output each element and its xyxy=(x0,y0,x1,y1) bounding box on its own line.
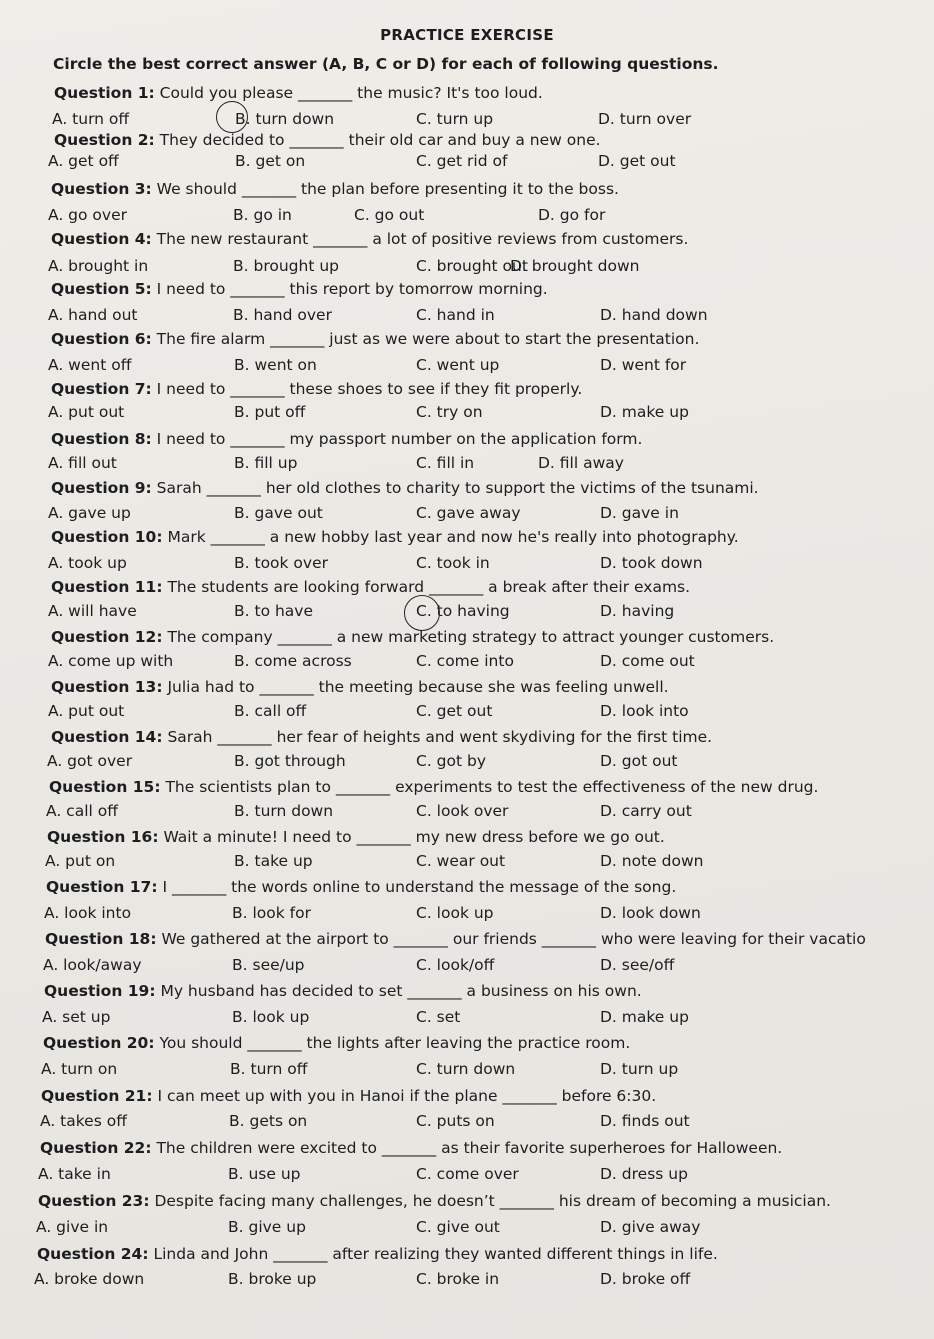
answer-option-d[interactable]: D. carry out xyxy=(600,802,692,820)
answer-option-c[interactable]: C. look up xyxy=(416,904,494,922)
question-number: Question 12: xyxy=(51,628,163,646)
answer-option-b[interactable]: B. got through xyxy=(234,752,346,770)
answer-option-a[interactable]: A. took up xyxy=(48,554,127,572)
answer-option-d[interactable]: D. hand down xyxy=(600,306,708,324)
answer-option-b[interactable]: B. brought up xyxy=(233,257,339,275)
answer-option-a[interactable]: A. brought in xyxy=(48,257,149,275)
question-number: Question 19: xyxy=(44,982,156,1000)
answer-option-c[interactable]: C. fill in xyxy=(416,454,475,472)
answer-option-d[interactable]: D. make up xyxy=(600,403,689,421)
answer-option-d[interactable]: D. turn over xyxy=(598,110,692,128)
question-text: I need to _______ these shoes to see if they fit properly. xyxy=(151,380,583,398)
answer-option-a[interactable]: A. take in xyxy=(38,1165,111,1183)
answer-option-c[interactable]: C. puts on xyxy=(416,1112,495,1130)
answer-option-a[interactable]: A. will have xyxy=(48,602,137,620)
answer-option-d[interactable]: D. gave in xyxy=(600,504,679,522)
answer-option-b[interactable]: B. see/up xyxy=(232,956,305,974)
answer-option-b[interactable]: B. turn off xyxy=(230,1060,308,1078)
question-stem xyxy=(51,330,699,348)
answer-option-b[interactable]: B. hand over xyxy=(233,306,332,324)
answer-option-d[interactable]: D. took down xyxy=(600,554,703,572)
answer-option-d[interactable]: D. look into xyxy=(600,702,689,720)
answer-option-d[interactable]: D. fill away xyxy=(538,454,624,472)
answer-option-b[interactable]: B. to have xyxy=(234,602,314,620)
question-stem xyxy=(38,1192,831,1210)
answer-option-c[interactable]: C. come over xyxy=(416,1165,519,1183)
answer-option-a[interactable]: A. takes off xyxy=(40,1112,127,1130)
answer-option-a[interactable]: A. turn on xyxy=(41,1060,118,1078)
answer-option-b[interactable]: B. went on xyxy=(234,356,317,374)
answer-option-d[interactable]: D. note down xyxy=(600,852,704,870)
question-stem xyxy=(51,678,669,696)
question-number: Question 20: xyxy=(43,1034,155,1052)
answer-option-c[interactable]: C. gave away xyxy=(416,504,521,522)
question-number: Question 17: xyxy=(46,878,158,896)
question-text: Julia had to _______ the meeting because she was feeling unwell. xyxy=(162,678,669,696)
question-stem xyxy=(49,778,818,796)
answer-option-d[interactable]: D. finds out xyxy=(600,1112,690,1130)
answer-option-a[interactable]: A. get off xyxy=(48,152,119,170)
answer-option-c[interactable]: C. got by xyxy=(416,752,487,770)
answer-option-b[interactable]: B. give up xyxy=(228,1218,306,1236)
answer-option-a[interactable]: A. put out xyxy=(48,403,125,421)
hand-drawn-circle-mark xyxy=(404,595,440,631)
question-text: Wait a minute! I need to _______ my new dress before we go out. xyxy=(158,828,665,846)
answer-option-c[interactable]: C. turn up xyxy=(416,110,494,128)
question-number: Question 24: xyxy=(37,1245,149,1263)
answer-option-d[interactable]: D. go for xyxy=(538,206,606,224)
answer-option-a[interactable]: A. gave up xyxy=(48,504,131,522)
answer-option-d[interactable]: D. got out xyxy=(600,752,678,770)
question-text: Despite facing many challenges, he doesn’t _______ his dream of becoming a musician. xyxy=(149,1192,831,1210)
question-stem xyxy=(51,380,582,398)
question-text: The company _______ a new marketing strategy to attract younger customers. xyxy=(162,628,775,646)
question-number: Question 13: xyxy=(51,678,163,696)
answer-option-b[interactable]: B. put off xyxy=(234,403,306,421)
question-text: The students are looking forward _______ a break after their exams. xyxy=(162,578,691,596)
answer-option-a[interactable]: A. put on xyxy=(45,852,116,870)
question-text: The children were excited to _______ as their favorite superheroes for Halloween. xyxy=(151,1139,783,1157)
question-stem xyxy=(45,930,866,948)
answer-option-b[interactable]: B. took over xyxy=(234,554,328,572)
question-stem xyxy=(51,728,712,746)
question-number: Question 10: xyxy=(51,528,163,546)
answer-option-b[interactable]: B. look up xyxy=(232,1008,310,1026)
question-number: Question 16: xyxy=(47,828,159,846)
question-text: The new restaurant _______ a lot of positive reviews from customers. xyxy=(151,230,689,248)
question-stem xyxy=(40,1139,782,1157)
answer-option-a[interactable]: A. broke down xyxy=(34,1270,145,1288)
question-text: Could you please _______ the music? It's too loud. xyxy=(154,84,543,102)
question-number: Question 15: xyxy=(49,778,161,796)
question-text: I _______ the words online to understand the message of the song. xyxy=(157,878,677,896)
question-stem xyxy=(51,479,759,497)
question-number: Question 11: xyxy=(51,578,163,596)
answer-option-d[interactable]: D. give away xyxy=(600,1218,701,1236)
answer-option-b[interactable]: B. broke up xyxy=(228,1270,317,1288)
question-stem xyxy=(54,131,601,149)
question-number: Question 4: xyxy=(51,230,152,248)
question-number: Question 5: xyxy=(51,280,152,298)
answer-option-d[interactable]: D. get out xyxy=(598,152,676,170)
answer-option-c[interactable]: C. give out xyxy=(416,1218,500,1236)
question-stem xyxy=(51,578,690,596)
answer-option-b[interactable]: B. call off xyxy=(234,702,307,720)
answer-option-a[interactable]: A. go over xyxy=(48,206,127,224)
answer-option-d[interactable]: D. dress up xyxy=(600,1165,688,1183)
question-text: You should _______ the lights after leaving the practice room. xyxy=(154,1034,631,1052)
answer-option-a[interactable]: A. went off xyxy=(48,356,132,374)
question-stem xyxy=(51,280,548,298)
answer-option-d[interactable]: D. brought down xyxy=(510,257,640,275)
answer-option-b[interactable]: B. come across xyxy=(234,652,352,670)
answer-option-b[interactable]: B. get on xyxy=(235,152,306,170)
answer-option-a[interactable]: A. turn off xyxy=(52,110,130,128)
answer-option-d[interactable]: D. having xyxy=(600,602,675,620)
answer-option-a[interactable]: A. give in xyxy=(36,1218,109,1236)
answer-option-a[interactable]: A. got over xyxy=(47,752,133,770)
answer-option-a[interactable]: A. come up with xyxy=(48,652,174,670)
question-number: Question 14: xyxy=(51,728,163,746)
answer-option-b[interactable]: B. gets on xyxy=(229,1112,308,1130)
question-text: We should _______ the plan before presenting it to the boss. xyxy=(151,180,619,198)
answer-option-b[interactable]: B. turn down xyxy=(234,802,334,820)
question-stem xyxy=(51,230,688,248)
question-stem xyxy=(37,1245,718,1263)
answer-option-b[interactable]: B. take up xyxy=(234,852,313,870)
question-stem xyxy=(51,528,739,546)
answer-option-a[interactable]: A. put out xyxy=(48,702,125,720)
question-text: We gathered at the airport to _______ our friends _______ who were leaving for their vacatio xyxy=(156,930,866,948)
question-stem xyxy=(46,878,676,896)
answer-option-d[interactable]: D. went for xyxy=(600,356,687,374)
answer-option-c[interactable]: C. broke in xyxy=(416,1270,500,1288)
question-stem xyxy=(41,1087,656,1105)
question-number: Question 18: xyxy=(45,930,157,948)
answer-option-c[interactable]: C. try on xyxy=(416,403,483,421)
answer-option-a[interactable]: A. hand out xyxy=(48,306,138,324)
answer-option-c[interactable]: C. look/off xyxy=(416,956,495,974)
answer-option-c[interactable]: C. to having xyxy=(416,602,510,620)
answer-option-a[interactable]: A. set up xyxy=(42,1008,111,1026)
question-number: Question 9: xyxy=(51,479,152,497)
question-number: Question 22: xyxy=(40,1139,152,1157)
question-number: Question 6: xyxy=(51,330,152,348)
answer-option-b[interactable]: B. use up xyxy=(228,1165,301,1183)
answer-option-c[interactable]: C. go out xyxy=(354,206,425,224)
question-text: I can meet up with you in Hanoi if the plane _______ before 6:30. xyxy=(152,1087,657,1105)
answer-option-d[interactable]: D. see/off xyxy=(600,956,675,974)
hand-drawn-circle-mark xyxy=(216,101,248,133)
answer-option-b[interactable]: B. gave out xyxy=(234,504,323,522)
answer-option-b[interactable]: B. fill up xyxy=(234,454,298,472)
answer-option-c[interactable]: C. come into xyxy=(416,652,514,670)
question-number: Question 8: xyxy=(51,430,152,448)
answer-option-b[interactable]: B. go in xyxy=(233,206,292,224)
question-text: The scientists plan to _______ experiments to test the effectiveness of the new drug. xyxy=(160,778,819,796)
question-text: My husband has decided to set _______ a business on his own. xyxy=(155,982,642,1000)
question-text: They decided to _______ their old car and buy a new one. xyxy=(154,131,601,149)
answer-option-a[interactable]: A. look into xyxy=(44,904,132,922)
question-text: The fire alarm _______ just as we were about to start the presentation. xyxy=(151,330,700,348)
answer-option-a[interactable]: A. look/away xyxy=(43,956,142,974)
question-text: I need to _______ this report by tomorrow morning. xyxy=(151,280,548,298)
answer-option-b[interactable]: B. turn down xyxy=(235,110,335,128)
answer-option-c[interactable]: C. wear out xyxy=(416,852,506,870)
answer-option-c[interactable]: C. went up xyxy=(416,356,500,374)
question-number: Question 2: xyxy=(54,131,155,149)
question-stem xyxy=(44,982,642,1000)
question-number: Question 23: xyxy=(38,1192,150,1210)
question-stem xyxy=(51,430,642,448)
answer-option-d[interactable]: D. turn up xyxy=(600,1060,679,1078)
question-text: I need to _______ my passport number on the application form. xyxy=(151,430,643,448)
question-number: Question 7: xyxy=(51,380,152,398)
question-stem xyxy=(51,628,774,646)
answer-option-c[interactable]: C. look over xyxy=(416,802,509,820)
question-number: Question 1: xyxy=(54,84,155,102)
answer-option-d[interactable]: D. come out xyxy=(600,652,695,670)
answer-option-c[interactable]: C. turn down xyxy=(416,1060,516,1078)
answer-option-b[interactable]: B. look for xyxy=(232,904,311,922)
answer-option-c[interactable]: C. get rid of xyxy=(416,152,508,170)
question-number: Question 21: xyxy=(41,1087,153,1105)
question-text: Mark _______ a new hobby last year and now he's really into photography. xyxy=(162,528,739,546)
answer-option-c[interactable]: C. set xyxy=(416,1008,461,1026)
answer-option-c[interactable]: C. hand in xyxy=(416,306,495,324)
question-stem xyxy=(54,84,543,102)
answer-option-c[interactable]: C. get out xyxy=(416,702,493,720)
instructions: Circle the best correct answer (A, B, C or D) for each of following questions. xyxy=(53,55,719,73)
question-text: Sarah _______ her fear of heights and went skydiving for the first time. xyxy=(162,728,713,746)
question-stem xyxy=(51,180,619,198)
answer-option-a[interactable]: A. call off xyxy=(46,802,118,820)
answer-option-d[interactable]: D. look down xyxy=(600,904,701,922)
answer-option-a[interactable]: A. fill out xyxy=(48,454,117,472)
answer-option-d[interactable]: D. broke off xyxy=(600,1270,691,1288)
question-text: Sarah _______ her old clothes to charity to support the victims of the tsunami. xyxy=(151,479,759,497)
question-text: Linda and John _______ after realizing they wanted different things in life. xyxy=(148,1245,718,1263)
question-number: Question 3: xyxy=(51,180,152,198)
question-stem xyxy=(47,828,665,846)
question-stem xyxy=(43,1034,630,1052)
answer-option-c[interactable]: C. took in xyxy=(416,554,490,572)
page-title: PRACTICE EXERCISE xyxy=(380,26,554,44)
answer-option-c[interactable]: C. brought out xyxy=(416,257,528,275)
answer-option-d[interactable]: D. make up xyxy=(600,1008,689,1026)
